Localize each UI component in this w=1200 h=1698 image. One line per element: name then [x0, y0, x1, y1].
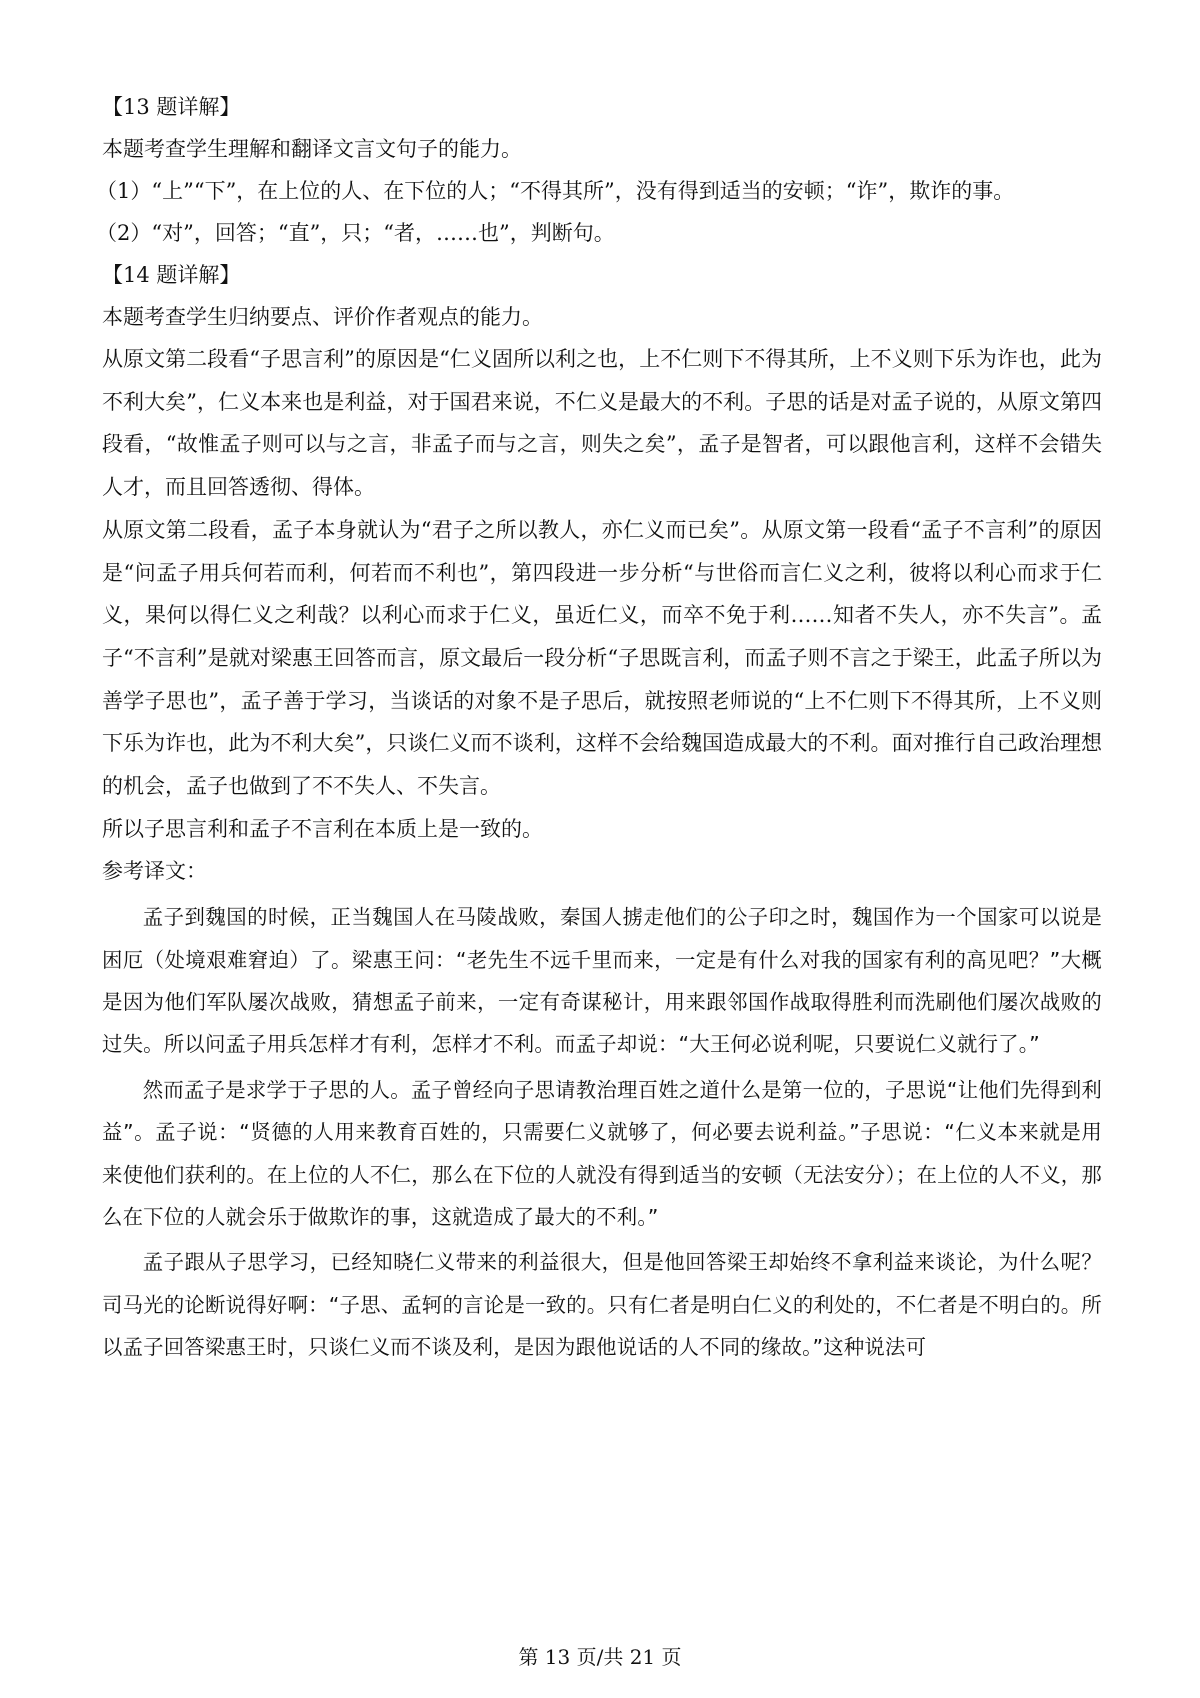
q13-item-1: （1）“上”“下”，在上位的人、在下位的人；“不得其所”，没有得到适当的安顿；“诈”，欺诈的事。	[96, 179, 1015, 203]
q14-intro: 本题考查学生归纳要点、评价作者观点的能力。	[102, 305, 543, 329]
q14-paragraph-1: 从原文第二段看“子思言利”的原因是“仁义固所以利之也，上不仁则下不得其所，上不义则下乐为诈也，此为不利大矣”，仁义本来也是利益，对于国君来说，不仁义是最大的不利。子思的话是对孟子说的，从原文第四段看，“故惟孟子则可以与之言，非孟子而与之言，则失之矣”，孟子是智者，可以跟他言利，这样不会错失人才，而且回答透彻、得体。	[102, 347, 1102, 500]
translation-paragraph-1: 孟子到魏国的时候，正当魏国人在马陵战败，秦国人掳走他们的公子印之时，魏国作为一个国家可以说是困厄（处境艰难窘迫）了。梁惠王问：“老先生不远千里而来，一定是有什么对我的国家有利的高见吧？”大概是因为他们军队屡次战败，猜想孟子前来，一定有奇谋秘计，用来跟邻国作战取得胜利而洗刷他们屡次战败的过失。所以问孟子用兵怎样才有利，怎样才不利。而孟子却说：“大王何必说利呢，只要说仁义就行了。”	[102, 905, 1102, 1057]
translation-paragraph-3: 孟子跟从子思学习，已经知晓仁义带来的利益很大，但是他回答梁王却始终不拿利益来谈论，为什么呢？司马光的论断说得好啊：“子思、孟轲的言论是一致的。只有仁者是明白仁义的利处的，不仁者是不明白的。所以孟子回答梁惠王时，只谈仁义而不谈及利，是因为跟他说话的人不同的缘故。”这种说法可	[102, 1250, 1102, 1360]
page-number: 第 13 页/共 21 页	[518, 1645, 682, 1669]
q14-heading: 【14 题详解】	[102, 263, 241, 287]
q14-paragraph-2: 从原文第二段看，孟子本身就认为“君子之所以教人，亦仁义而已矣”。从原文第一段看“孟子不言利”的原因是“问孟子用兵何若而利，何若而不利也”，第四段进一步分析“与世俗而言仁义之利，彼将以利心而求于仁义，果何以得仁义之利哉？以利心而求于仁义，虽近仁义，而卒不免于利……知者不失人，亦不失言”。孟子“不言利”是就对梁惠王回答而言，原文最后一段分析“子思既言利，而孟子则不言之于梁王，此孟子所以为善学子思也”，孟子善于学习，当谈话的对象不是子思后，就按照老师说的“上不仁则下不得其所，上不义则下乐为诈也，此为不利大矣”，只谈仁义而不谈利，这样不会给魏国造成最大的不利。面对推行自己政治理想的机会，孟子也做到了不不失人、不失言。	[102, 517, 1102, 799]
q13-heading: 【13 题详解】	[102, 95, 241, 119]
document-body	[96, 92, 1102, 1369]
q14-conclusion: 所以子思言利和孟子不言利在本质上是一致的。	[102, 816, 543, 841]
q13-intro: 本题考查学生理解和翻译文言文句子的能力。	[102, 137, 522, 161]
reference-translation-title: 参考译文：	[102, 859, 207, 884]
translation-paragraph-2: 然而孟子是求学于子思的人。孟子曾经向子思请教治理百姓之道什么是第一位的，子思说“让他们先得到利益”。孟子说：“贤德的人用来教育百姓的，只需要仁义就够了，何必要去说利益。”子思说：“仁义本来就是用来使他们获利的。在上位的人不仁，那么在下位的人就没有得到适当的安顿（无法安分）；在上位的人不义，那么在下位的人就会乐于做欺诈的事，这就造成了最大的不利。”	[102, 1077, 1102, 1229]
q13-item-2: （2）“对”，回答；“直”，只；“者，……也”，判断句。	[96, 221, 615, 245]
